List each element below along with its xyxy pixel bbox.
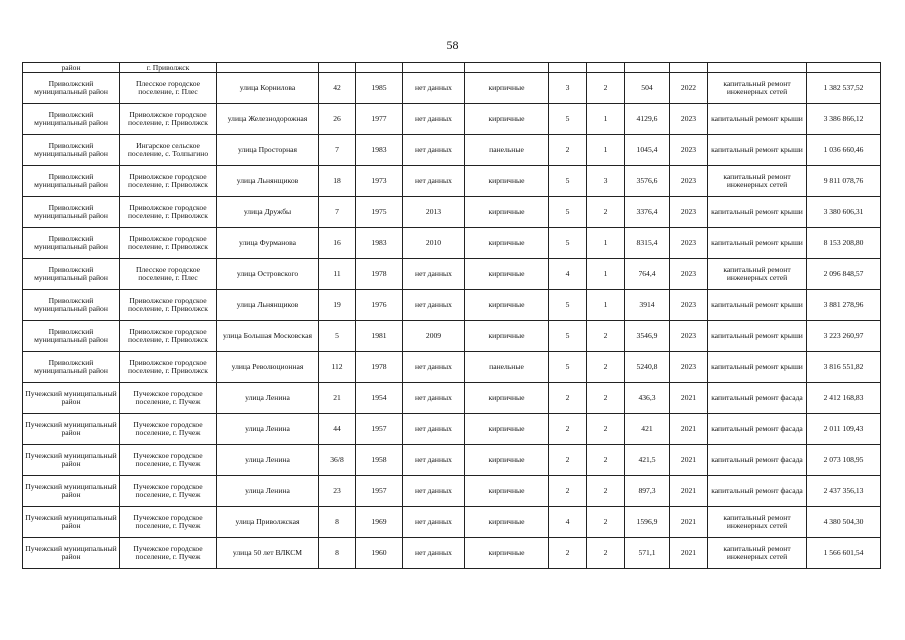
plan-year-cell: 2021 [670,538,708,569]
year-renovation-cell: нет данных [403,383,465,414]
empty-cell [403,63,465,73]
entrances-cell: 1 [587,135,625,166]
district-cell: Приволжский муниципальный район [23,166,120,197]
settlement-cell: Пучежское городское поселение, г. Пучеж [120,414,217,445]
street-cell: улица Ленина [217,445,319,476]
house-number-cell: 21 [319,383,356,414]
wall-material-cell: панельные [465,135,549,166]
house-number-cell: 44 [319,414,356,445]
cost-cell: 1 036 660,46 [807,135,881,166]
entrances-cell: 2 [587,197,625,228]
area-cell: 571,1 [625,538,670,569]
work-type-cell: капитальный ремонт инженерных сетей [708,73,807,104]
plan-year-cell: 2022 [670,73,708,104]
plan-year-cell: 2023 [670,290,708,321]
street-cell: улица Ленина [217,414,319,445]
year-built-cell: 1978 [356,352,403,383]
cost-cell: 9 811 078,76 [807,166,881,197]
year-built-cell: 1957 [356,476,403,507]
year-built-cell: 1981 [356,321,403,352]
district-cell: Приволжский муниципальный район [23,197,120,228]
cost-cell: 4 380 504,30 [807,507,881,538]
entrances-cell: 1 [587,104,625,135]
district-cell: Пучежский муниципальный район [23,445,120,476]
year-built-cell: 1969 [356,507,403,538]
year-built-cell: 1975 [356,197,403,228]
floors-cell: 2 [549,538,587,569]
floors-cell: 5 [549,321,587,352]
empty-cell [708,63,807,73]
cost-cell: 2 096 848,57 [807,259,881,290]
street-cell: улица Льнянщиков [217,290,319,321]
entrances-cell: 3 [587,166,625,197]
settlement-cell: Пучежское городское поселение, г. Пучеж [120,476,217,507]
table-row [23,166,881,197]
area-cell: 436,3 [625,383,670,414]
year-built-cell: 1978 [356,259,403,290]
floors-cell: 2 [549,445,587,476]
floors-cell: 3 [549,73,587,104]
work-type-cell: капитальный ремонт фасада [708,414,807,445]
floors-cell: 4 [549,507,587,538]
settlement-cell: г. Приволжск [120,63,217,73]
settlement-cell: Плесское городское поселение, г. Плес [120,73,217,104]
wall-material-cell: кирпичные [465,73,549,104]
year-renovation-cell: 2010 [403,228,465,259]
settlement-cell: Пучежское городское поселение, г. Пучеж [120,445,217,476]
year-renovation-cell: нет данных [403,507,465,538]
empty-cell [670,63,708,73]
settlement-cell: Плесское городское поселение, г. Плес [120,259,217,290]
plan-year-cell: 2021 [670,507,708,538]
floors-cell: 5 [549,197,587,228]
year-built-cell: 1977 [356,104,403,135]
wall-material-cell: кирпичные [465,104,549,135]
table-row [23,476,881,507]
year-renovation-cell: нет данных [403,352,465,383]
wall-material-cell: кирпичные [465,538,549,569]
wall-material-cell: кирпичные [465,445,549,476]
area-cell: 421 [625,414,670,445]
street-cell: улица Ленина [217,383,319,414]
area-cell: 3576,6 [625,166,670,197]
street-cell: улица Революционная [217,352,319,383]
cost-cell: 2 011 109,43 [807,414,881,445]
page-number: 58 [446,38,459,52]
plan-year-cell: 2021 [670,445,708,476]
table-row [23,259,881,290]
floors-cell: 5 [549,166,587,197]
table-row [23,104,881,135]
house-number-cell: 7 [319,135,356,166]
year-built-cell: 1985 [356,73,403,104]
entrances-cell: 2 [587,321,625,352]
floors-cell: 4 [549,259,587,290]
cost-cell: 1 382 537,52 [807,73,881,104]
cost-cell: 2 412 168,83 [807,383,881,414]
cost-cell: 2 437 356,13 [807,476,881,507]
district-cell: Приволжский муниципальный район [23,228,120,259]
wall-material-cell: кирпичные [465,383,549,414]
entrances-cell: 2 [587,414,625,445]
settlement-cell: Пучежское городское поселение, г. Пучеж [120,383,217,414]
area-cell: 5240,8 [625,352,670,383]
year-renovation-cell: нет данных [403,166,465,197]
cost-cell: 2 073 108,95 [807,445,881,476]
district-cell: Приволжский муниципальный район [23,104,120,135]
cost-cell: 3 380 606,31 [807,197,881,228]
work-type-cell: капитальный ремонт фасада [708,383,807,414]
floors-cell: 2 [549,476,587,507]
area-cell: 1596,9 [625,507,670,538]
plan-year-cell: 2023 [670,352,708,383]
house-number-cell: 5 [319,321,356,352]
year-renovation-cell: нет данных [403,445,465,476]
work-type-cell: капитальный ремонт инженерных сетей [708,166,807,197]
settlement-cell: Приволжское городское поселение, г. Приволжск [120,197,217,228]
wall-material-cell: кирпичные [465,166,549,197]
street-cell: улица Островского [217,259,319,290]
plan-year-cell: 2023 [670,228,708,259]
wall-material-cell: кирпичные [465,197,549,228]
year-renovation-cell: нет данных [403,414,465,445]
year-built-cell: 1958 [356,445,403,476]
year-renovation-cell: нет данных [403,290,465,321]
street-cell: улица Просторная [217,135,319,166]
empty-cell [319,63,356,73]
cost-cell: 3 223 260,97 [807,321,881,352]
settlement-cell: Приволжское городское поселение, г. Приволжск [120,228,217,259]
cost-cell: 1 566 601,54 [807,538,881,569]
street-cell: улица Фурманова [217,228,319,259]
empty-cell [587,63,625,73]
year-renovation-cell: нет данных [403,476,465,507]
settlement-cell: Приволжское городское поселение, г. Приволжск [120,321,217,352]
year-built-cell: 1983 [356,135,403,166]
area-cell: 3376,4 [625,197,670,228]
district-cell: Приволжский муниципальный район [23,73,120,104]
work-type-cell: капитальный ремонт крыши [708,352,807,383]
wall-material-cell: панельные [465,352,549,383]
table-row [23,197,881,228]
entrances-cell: 2 [587,73,625,104]
floors-cell: 5 [549,228,587,259]
area-cell: 421,5 [625,445,670,476]
street-cell: улица 50 лет ВЛКСМ [217,538,319,569]
entrances-cell: 2 [587,352,625,383]
house-number-cell: 8 [319,507,356,538]
year-renovation-cell: нет данных [403,135,465,166]
work-type-cell: капитальный ремонт инженерных сетей [708,259,807,290]
entrances-cell: 2 [587,507,625,538]
year-renovation-cell: 2009 [403,321,465,352]
work-type-cell: капитальный ремонт крыши [708,321,807,352]
entrances-cell: 1 [587,290,625,321]
settlement-cell: Приволжское городское поселение, г. Приволжск [120,166,217,197]
empty-cell [807,63,881,73]
area-cell: 3914 [625,290,670,321]
house-number-cell: 36/8 [319,445,356,476]
empty-cell [217,63,319,73]
district-cell: Пучежский муниципальный район [23,476,120,507]
year-renovation-cell: 2013 [403,197,465,228]
work-type-cell: капитальный ремонт крыши [708,290,807,321]
housing-repair-table [22,62,881,569]
district-cell: Приволжский муниципальный район [23,352,120,383]
entrances-cell: 2 [587,476,625,507]
street-cell: улица Приволжская [217,507,319,538]
area-cell: 897,3 [625,476,670,507]
work-type-cell: капитальный ремонт крыши [708,228,807,259]
empty-cell [356,63,403,73]
empty-cell [625,63,670,73]
house-number-cell: 18 [319,166,356,197]
year-renovation-cell: нет данных [403,73,465,104]
table-row [23,538,881,569]
table-row [23,135,881,166]
district-cell: район [23,63,120,73]
district-cell: Приволжский муниципальный район [23,135,120,166]
settlement-cell: Пучежское городское поселение, г. Пучеж [120,507,217,538]
district-cell: Пучежский муниципальный район [23,414,120,445]
house-number-cell: 19 [319,290,356,321]
wall-material-cell: кирпичные [465,259,549,290]
street-cell: улица Льнянщиков [217,166,319,197]
district-cell: Приволжский муниципальный район [23,290,120,321]
area-cell: 4129,6 [625,104,670,135]
wall-material-cell: кирпичные [465,290,549,321]
plan-year-cell: 2023 [670,321,708,352]
table-row [23,63,881,73]
house-number-cell: 23 [319,476,356,507]
house-number-cell: 16 [319,228,356,259]
year-renovation-cell: нет данных [403,538,465,569]
plan-year-cell: 2023 [670,166,708,197]
work-type-cell: капитальный ремонт крыши [708,135,807,166]
street-cell: улица Дружбы [217,197,319,228]
wall-material-cell: кирпичные [465,476,549,507]
work-type-cell: капитальный ремонт крыши [708,104,807,135]
floors-cell: 2 [549,414,587,445]
cost-cell: 3 881 278,96 [807,290,881,321]
entrances-cell: 2 [587,383,625,414]
settlement-cell: Приволжское городское поселение, г. Приволжск [120,104,217,135]
work-type-cell: капитальный ремонт фасада [708,476,807,507]
plan-year-cell: 2023 [670,135,708,166]
table-row [23,414,881,445]
house-number-cell: 26 [319,104,356,135]
settlement-cell: Приволжское городское поселение, г. Приволжск [120,352,217,383]
district-cell: Пучежский муниципальный район [23,383,120,414]
floors-cell: 2 [549,135,587,166]
house-number-cell: 7 [319,197,356,228]
table-row [23,228,881,259]
table-row [23,445,881,476]
street-cell: улица Ленина [217,476,319,507]
area-cell: 504 [625,73,670,104]
wall-material-cell: кирпичные [465,321,549,352]
wall-material-cell: кирпичные [465,228,549,259]
settlement-cell: Пучежское городское поселение, г. Пучеж [120,538,217,569]
street-cell: улица Большая Московская [217,321,319,352]
floors-cell: 2 [549,383,587,414]
entrances-cell: 1 [587,259,625,290]
plan-year-cell: 2021 [670,383,708,414]
settlement-cell: Ингарское сельское поселение, с. Толпыгино [120,135,217,166]
house-number-cell: 8 [319,538,356,569]
table-body [23,63,881,569]
table-row [23,290,881,321]
plan-year-cell: 2021 [670,414,708,445]
cost-cell: 3 816 551,82 [807,352,881,383]
plan-year-cell: 2021 [670,476,708,507]
year-built-cell: 1954 [356,383,403,414]
work-type-cell: капитальный ремонт инженерных сетей [708,507,807,538]
wall-material-cell: кирпичные [465,414,549,445]
area-cell: 1045,4 [625,135,670,166]
plan-year-cell: 2023 [670,104,708,135]
work-type-cell: капитальный ремонт фасада [708,445,807,476]
year-built-cell: 1957 [356,414,403,445]
house-number-cell: 112 [319,352,356,383]
street-cell: улица Корнилова [217,73,319,104]
year-built-cell: 1973 [356,166,403,197]
year-renovation-cell: нет данных [403,259,465,290]
floors-cell: 5 [549,352,587,383]
table-row [23,383,881,414]
table-row [23,352,881,383]
work-type-cell: капитальный ремонт инженерных сетей [708,538,807,569]
table-row [23,321,881,352]
floors-cell: 5 [549,290,587,321]
street-cell: улица Железнодорожная [217,104,319,135]
table-row [23,507,881,538]
cost-cell: 3 386 866,12 [807,104,881,135]
entrances-cell: 2 [587,445,625,476]
district-cell: Приволжский муниципальный район [23,321,120,352]
settlement-cell: Приволжское городское поселение, г. Приволжск [120,290,217,321]
district-cell: Пучежский муниципальный район [23,538,120,569]
table-row [23,73,881,104]
entrances-cell: 2 [587,538,625,569]
area-cell: 3546,9 [625,321,670,352]
wall-material-cell: кирпичные [465,507,549,538]
empty-cell [549,63,587,73]
area-cell: 8315,4 [625,228,670,259]
area-cell: 764,4 [625,259,670,290]
plan-year-cell: 2023 [670,259,708,290]
plan-year-cell: 2023 [670,197,708,228]
district-cell: Пучежский муниципальный район [23,507,120,538]
cost-cell: 8 153 208,80 [807,228,881,259]
year-built-cell: 1960 [356,538,403,569]
year-renovation-cell: нет данных [403,104,465,135]
house-number-cell: 11 [319,259,356,290]
empty-cell [465,63,549,73]
year-built-cell: 1976 [356,290,403,321]
entrances-cell: 1 [587,228,625,259]
year-built-cell: 1983 [356,228,403,259]
work-type-cell: капитальный ремонт крыши [708,197,807,228]
district-cell: Приволжский муниципальный район [23,259,120,290]
house-number-cell: 42 [319,73,356,104]
floors-cell: 5 [549,104,587,135]
